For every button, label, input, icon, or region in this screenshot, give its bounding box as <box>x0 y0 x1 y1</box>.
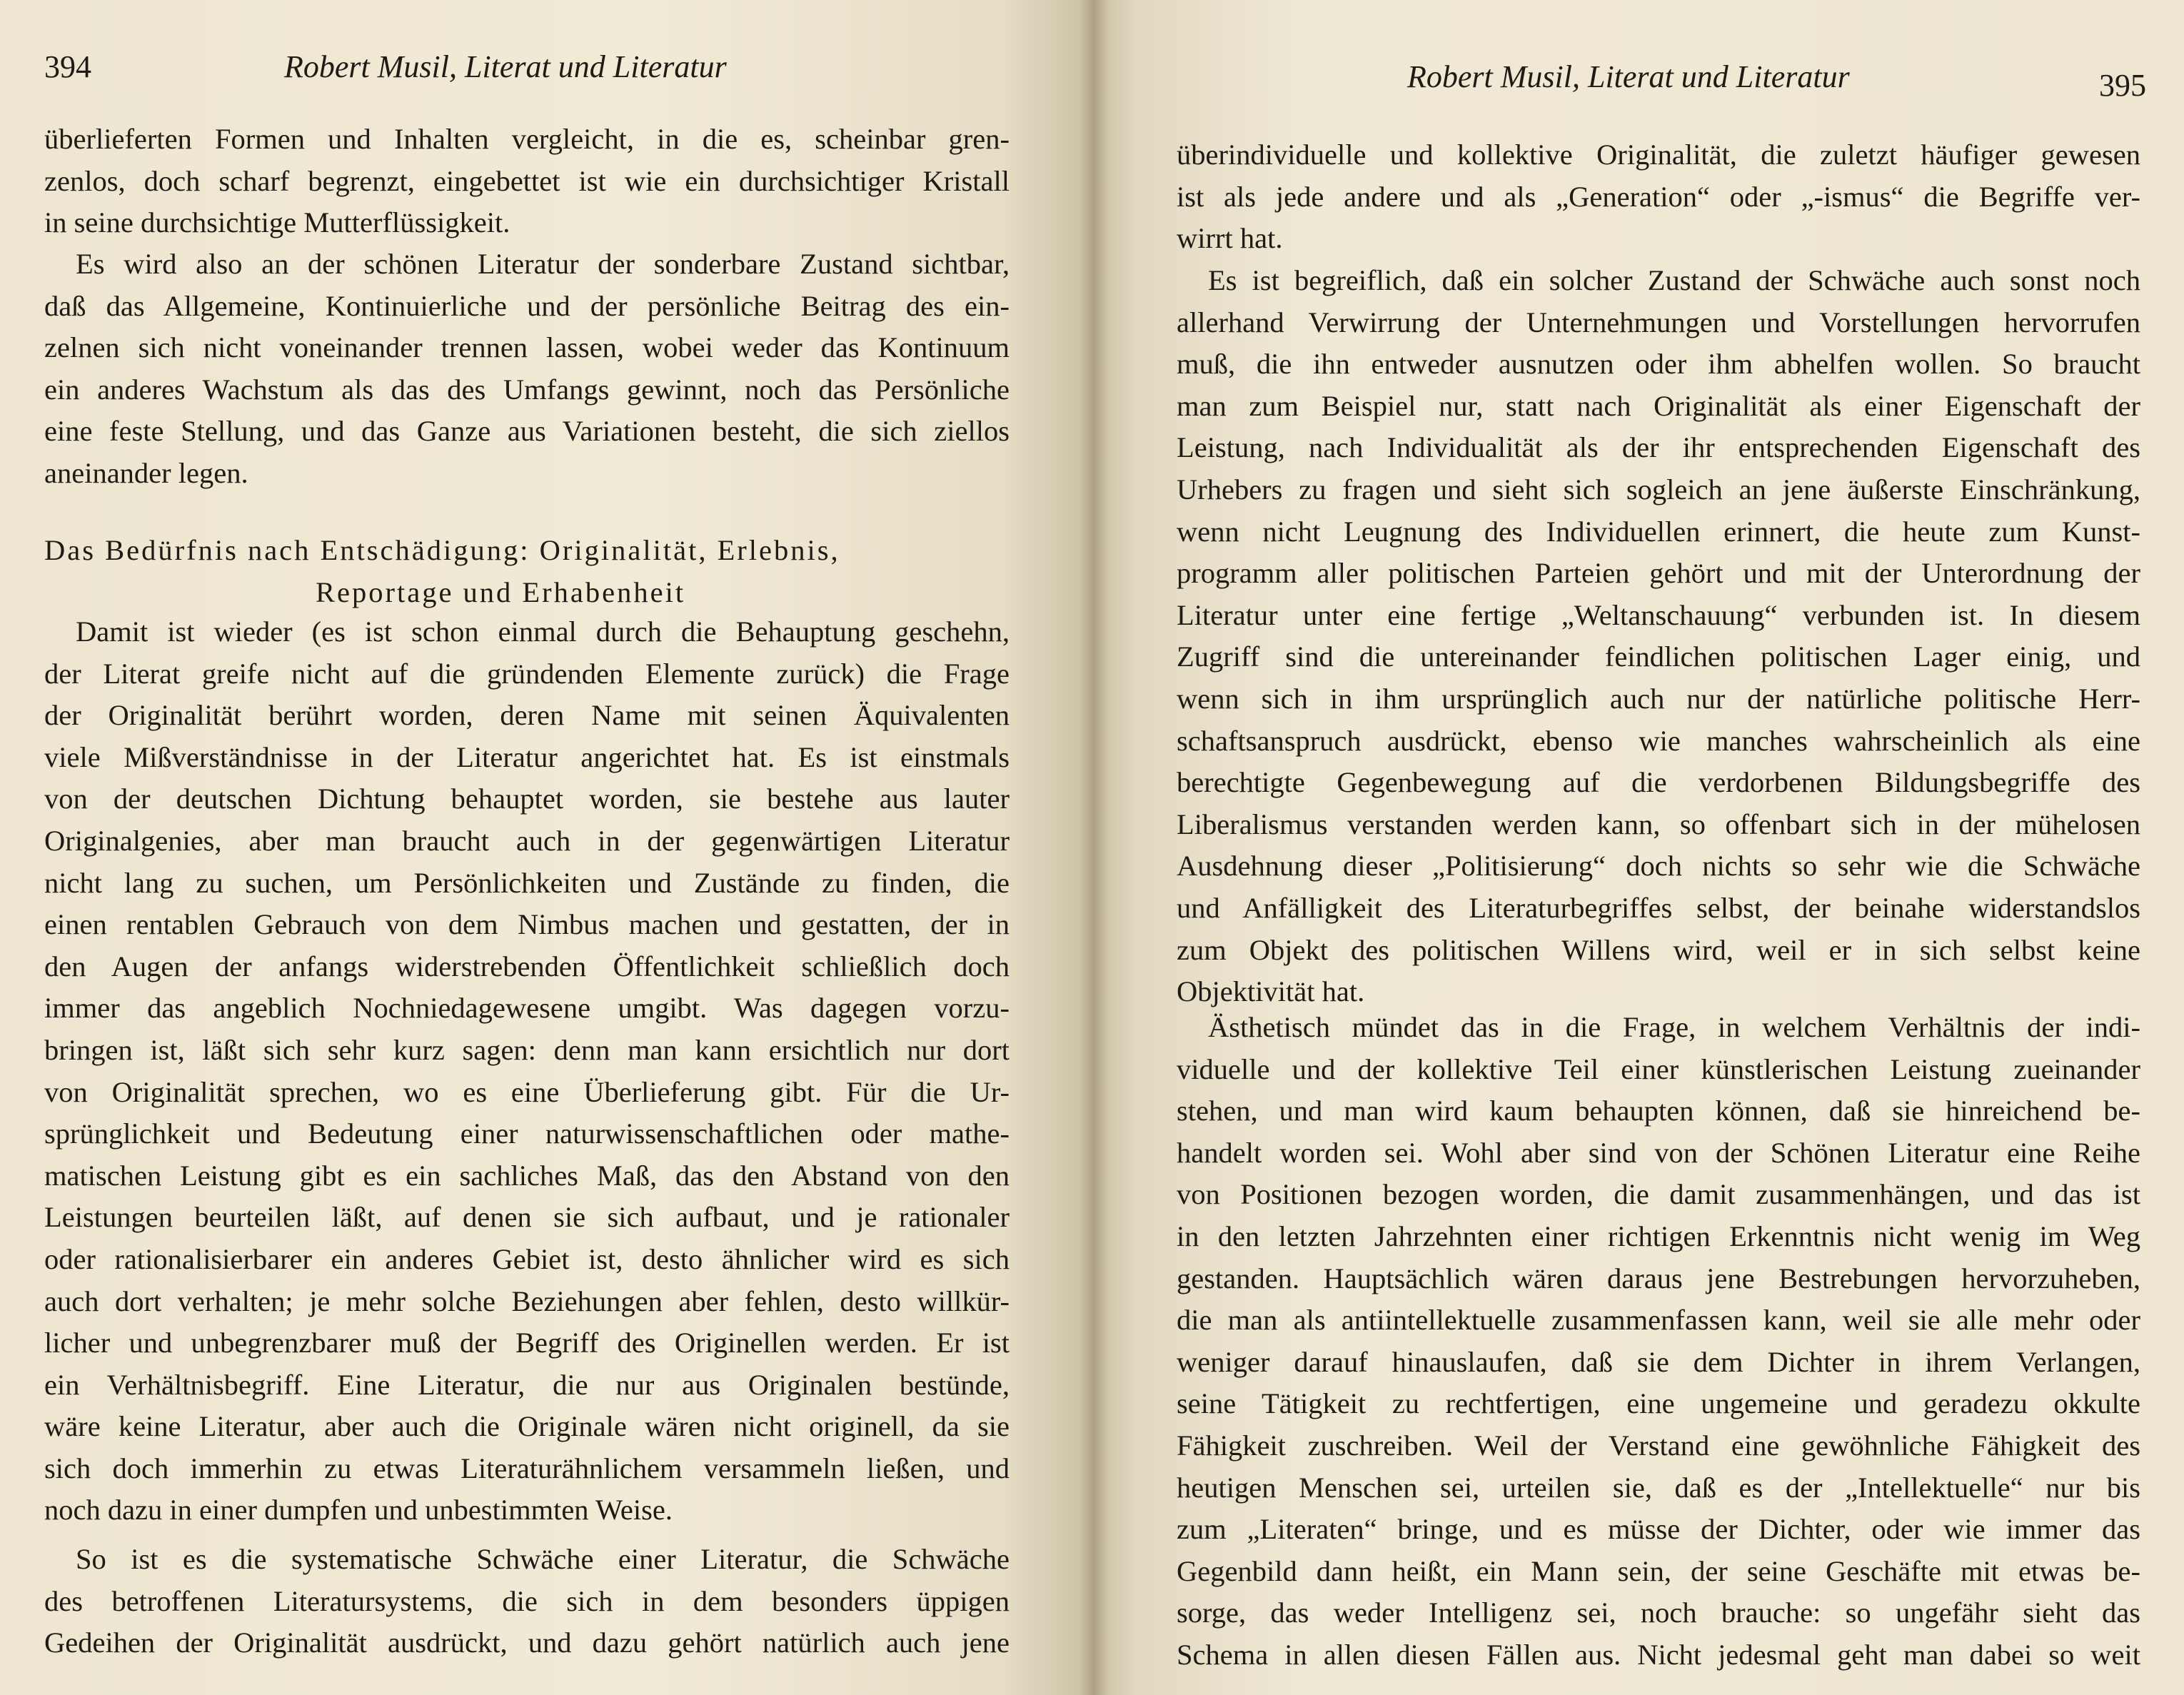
text-line: zelnen sich nicht voneinander trennen lassen, wobei weder das Kontinuum <box>44 331 1010 364</box>
book-gutter <box>1080 0 1108 1695</box>
text-line: handelt worden sei. Wohl aber sind von der Schönen Literatur eine Reihe <box>1177 1136 2140 1169</box>
text-line: sorge, das weder Intelligenz sei, noch brauche: so ungefähr sieht das <box>1177 1596 2140 1629</box>
text-line: daß das Allgemeine, Kontinuierliche und der persönliche Beitrag des ein- <box>44 289 1010 322</box>
text-line: bringen ist, läßt sich sehr kurz sagen: denn man kann ersichtlich nur dort <box>44 1033 1010 1066</box>
text-line: von Originalität sprechen, wo es eine Überlieferung gibt. Für die Ur- <box>44 1075 1010 1108</box>
text-line: Literatur unter eine fertige „Weltanschauung“ verbunden ist. In diesem <box>1177 598 2140 631</box>
text-line: in seine durchsichtige Mutterflüssigkeit. <box>44 206 510 239</box>
text-line: des betroffenen Literatursystems, die sich in dem besonders üppigen <box>44 1584 1010 1617</box>
right-paragraph-3 <box>1177 1007 2140 1676</box>
text-line: sprünglichkeit und Bedeutung einer naturwissenschaftlichen oder mathe- <box>44 1117 1010 1150</box>
right-paragraph-1 <box>1177 134 2140 260</box>
text-line: Gegenbild dann heißt, ein Mann sein, der seine Geschäfte mit etwas be- <box>1177 1554 2140 1587</box>
text-line: berechtigte Gegenbewegung auf die verdorbenen Bildungsbegriffe des <box>1177 766 2140 799</box>
text-line: Leistungen beurteilen läßt, auf denen sie sich aufbaut, und je rationaler <box>44 1201 1010 1234</box>
right-page-number: 395 <box>2099 68 2146 103</box>
text-line: von Positionen bezogen worden, die damit zusammenhängen, und das ist <box>1177 1178 2140 1211</box>
text-line: der Originalität berührt worden, deren Name mit seinen Äquivalenten <box>44 699 1010 732</box>
heading-line: Das Bedürfnis nach Entschädigung: Originalität, Erlebnis, <box>44 534 840 566</box>
text-line: nicht lang zu suchen, um Persönlichkeiten und Zustände zu finden, die <box>44 866 1010 899</box>
text-line: überindividuelle und kollektive Originalität, die zuletzt häufiger gewesen <box>1177 139 2140 171</box>
text-line: auch dort verhalten; je mehr solche Beziehungen aber fehlen, desto willkür- <box>44 1284 1010 1317</box>
text-line: Gedeihen der Originalität ausdrückt, und dazu gehört natürlich auch jene <box>44 1626 1010 1659</box>
text-line: von der deutschen Dichtung behauptet worden, sie bestehe aus lauter <box>44 783 1010 815</box>
text-line: einen rentablen Gebrauch von dem Nimbus machen und gestatten, der in <box>44 908 1010 941</box>
text-line: Originalgenies, aber man braucht auch in der gegenwärtigen Literatur <box>44 824 1010 857</box>
text-line: eine feste Stellung, und das Ganze aus Variationen besteht, die sich ziellos <box>44 415 1010 448</box>
text-line: zum Objekt des politischen Willens wird, weil er in sich selbst keine <box>1177 933 2140 966</box>
section-heading <box>44 530 1010 613</box>
text-line: heutigen Menschen sei, urteilen sie, daß es der „Intellektuelle“ nur bis <box>1177 1471 2140 1504</box>
left-paragraph-1 <box>44 119 1010 244</box>
text-line: weniger darauf hinauslaufen, daß sie dem Dichter in ihrem Verlangen, <box>1177 1345 2140 1378</box>
text-line: wenn sich in ihm ursprünglich auch nur der natürliche politische Herr- <box>1177 682 2140 715</box>
left-paragraph-3 <box>44 611 1010 1531</box>
heading-line: Reportage und Erhabenheit <box>316 575 686 608</box>
text-line: sich doch immerhin zu etwas Literaturähnlichem versammeln ließen, und <box>44 1452 1010 1484</box>
text-line: schaftsanspruch ausdrückt, ebenso wie manches wahrscheinlich als eine <box>1177 724 2140 757</box>
right-page <box>1092 0 2184 1695</box>
text-line: in den letzten Jahrzehnten einer richtigen Erkenntnis nicht wenig im Weg <box>1177 1219 2140 1252</box>
text-line: Liberalismus verstanden werden kann, so offenbart sich in der mühelosen <box>1177 808 2140 840</box>
text-line: überlieferten Formen und Inhalten vergleicht, in die es, scheinbar gren- <box>44 123 1010 155</box>
text-line: oder rationalisierbarer ein anderes Gebiet ist, desto ähnlicher wird es sich <box>44 1242 1010 1275</box>
text-line: der Literat greife nicht auf die gründenden Elemente zurück) die Frage <box>44 657 1010 690</box>
text-line: immer das angeblich Nochniedagewesene umgibt. Was dagegen vorzu- <box>44 992 1010 1025</box>
text-line: So ist es die systematische Schwäche einer Literatur, die Schwäche <box>76 1543 1010 1575</box>
text-line: und Anfälligkeit des Literaturbegriffes selbst, der beinahe widerstandslos <box>1177 891 2140 924</box>
text-line: Zugriff sind die untereinander feindlichen politischen Lager einig, und <box>1177 640 2140 673</box>
text-line: matischen Leistung gibt es ein sachliches Maß, das den Abstand von den <box>44 1159 1010 1192</box>
text-line: Schema in allen diesen Fällen aus. Nicht jedesmal geht man dabei so weit <box>1177 1638 2140 1671</box>
text-line: ein Verhältnisbegriff. Eine Literatur, die nur aus Originalen bestünde, <box>44 1368 1010 1401</box>
text-line: programm aller politischen Parteien gehört und mit der Unterordnung der <box>1177 557 2140 590</box>
text-line: Es ist begreiflich, daß ein solcher Zustand der Schwäche auch sonst noch <box>1208 264 2140 296</box>
text-line: viele Mißverständnisse in der Literatur angerichtet hat. Es ist einstmals <box>44 740 1010 773</box>
right-paragraph-2 <box>1177 260 2140 1013</box>
text-line: Ästhetisch mündet das in die Frage, in welchem Verhältnis der indi- <box>1208 1011 2140 1043</box>
left-running-title: Robert Musil, Literat und Literatur <box>284 49 727 84</box>
text-line: Objektivität hat. <box>1177 975 1365 1008</box>
text-line: viduelle und der kollektive Teil einer künstlerischen Leistung zueinander <box>1177 1052 2140 1085</box>
text-line: stehen, und man wird kaum behaupten können, daß sie hinreichend be- <box>1177 1095 2140 1127</box>
text-line: wenn nicht Leugnung des Individuellen erinnert, die heute zum Kunst- <box>1177 515 2140 548</box>
text-line: den Augen der anfangs widerstrebenden Öffentlichkeit schließlich doch <box>44 950 1010 982</box>
text-line: allerhand Verwirrung der Unternehmungen und Vorstellungen hervorrufen <box>1177 306 2140 338</box>
text-line: Leistung, nach Individualität als der ihr entsprechenden Eigenschaft des <box>1177 431 2140 464</box>
text-line: zum „Literaten“ bringe, und es müsse der Dichter, oder wie immer das <box>1177 1513 2140 1546</box>
left-paragraph-4 <box>44 1539 1010 1664</box>
text-line: man zum Beispiel nur, statt nach Originalität als einer Eigenschaft der <box>1177 389 2140 422</box>
text-line: aneinander legen. <box>44 456 248 489</box>
text-line: ist als jede andere und als „Generation“ oder „-ismus“ die Begriffe ver- <box>1177 180 2140 213</box>
text-line: Damit ist wieder (es ist schon einmal durch die Behauptung geschehn, <box>76 615 1010 648</box>
text-line: seine Tätigkeit zu rechtfertigen, eine ungemeine und geradezu okkulte <box>1177 1387 2140 1420</box>
left-page-number: 394 <box>44 49 91 84</box>
text-line: ein anderes Wachstum als das des Umfangs gewinnt, noch das Persönliche <box>44 373 1010 406</box>
text-line: wirrt hat. <box>1177 222 1283 255</box>
text-line: muß, die ihn entweder ausnutzen oder ihm abhelfen wollen. So braucht <box>1177 348 2140 381</box>
text-line: zenlos, doch scharf begrenzt, eingebettet ist wie ein durchsichtiger Kristall <box>44 164 1010 197</box>
text-line: noch dazu in einer dumpfen und unbestimmten Weise. <box>44 1494 673 1526</box>
text-line: wäre keine Literatur, aber auch die Originale wären nicht originell, da sie <box>44 1410 1010 1443</box>
text-line: Es wird also an der schönen Literatur der sonderbare Zustand sichtbar, <box>76 248 1010 280</box>
text-line: Ausdehnung dieser „Politisierung“ doch nichts so sehr wie die Schwäche <box>1177 850 2140 882</box>
text-line: Fähigkeit zuschreiben. Weil der Verstand eine gewöhnliche Fähigkeit des <box>1177 1429 2140 1462</box>
left-paragraph-2 <box>44 243 1010 495</box>
text-line: Urhebers zu fragen und sieht sich sogleich an jene äußerste Einschränkung, <box>1177 473 2140 506</box>
text-line: gestanden. Hauptsächlich wären daraus jene Bestrebungen hervorzuheben, <box>1177 1262 2140 1294</box>
text-line: licher und unbegrenzbarer muß der Begriff des Originellen werden. Er ist <box>44 1327 1010 1359</box>
right-running-title: Robert Musil, Literat und Literatur <box>1407 59 1850 94</box>
text-line: die man als antiintellektuelle zusammenfassen kann, weil sie alle mehr oder <box>1177 1304 2140 1337</box>
